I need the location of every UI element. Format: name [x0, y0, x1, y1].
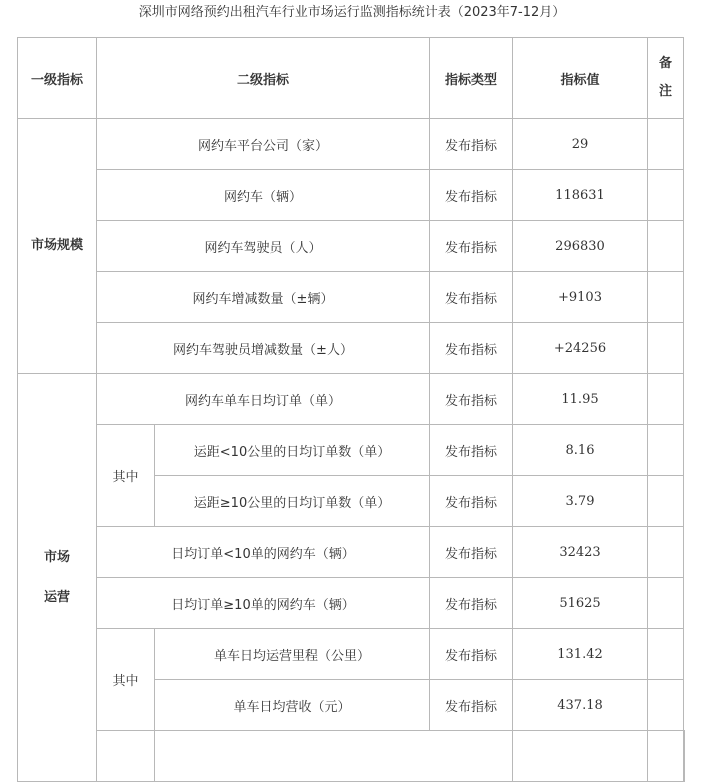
header-level2: 二级指标 [97, 38, 430, 119]
table-title: 深圳市网络预约出租汽车行业市场运行监测指标统计表（2023年7-12月） [138, 5, 566, 20]
indicator-type: 发布指标 [430, 425, 513, 476]
indicator-value: 296830 [513, 221, 648, 272]
remark-cell [648, 221, 684, 272]
table-row [18, 578, 685, 629]
table-row [18, 170, 685, 221]
header-row [18, 38, 685, 119]
indicator-type: 发布指标 [430, 578, 513, 629]
indicator-type: 发布指标 [430, 323, 513, 374]
table-row [18, 374, 685, 425]
cutoff-cell [684, 731, 685, 782]
indicator-type: 发布指标 [430, 629, 513, 680]
indicator-type: 发布指标 [430, 527, 513, 578]
qizhong-label: 其中 [97, 629, 155, 731]
indicator-name: 网约车单车日均订单（单） [97, 374, 430, 425]
remark-cell [648, 680, 684, 731]
indicator-type: 发布指标 [430, 170, 513, 221]
remark-cell [648, 119, 684, 170]
indicator-value: 437.18 [513, 680, 648, 731]
table-row [18, 323, 685, 374]
table-row [18, 221, 685, 272]
remark-cell [648, 170, 684, 221]
indicator-name: 网约车（辆） [97, 170, 430, 221]
cutoff-cell [648, 731, 684, 782]
indicator-value: 131.42 [513, 629, 648, 680]
remark-cell [648, 425, 684, 476]
remark-cell [648, 374, 684, 425]
indicator-name: 日均订单≥10单的网约车（辆） [97, 578, 430, 629]
remark-cell [648, 323, 684, 374]
indicator-name: 网约车驾驶员（人） [97, 221, 430, 272]
table-row [18, 527, 685, 578]
table-row [18, 425, 685, 476]
table-row [18, 119, 685, 170]
remark-cell [648, 578, 684, 629]
indicator-value: 32423 [513, 527, 648, 578]
group-market-operations: 市场 运营 [18, 374, 97, 782]
remark-cell [648, 272, 684, 323]
indicator-type: 发布指标 [430, 476, 513, 527]
header-type: 指标类型 [430, 38, 513, 119]
indicator-name: 单车日均营收（元） [155, 680, 430, 731]
indicator-type: 发布指标 [430, 680, 513, 731]
indicator-value: 3.79 [513, 476, 648, 527]
indicator-name: 网约车增减数量（±辆） [97, 272, 430, 323]
header-value: 指标值 [513, 38, 648, 119]
table-row [18, 629, 685, 680]
indicator-value: 51625 [513, 578, 648, 629]
indicator-type: 发布指标 [430, 374, 513, 425]
indicator-value: 11.95 [513, 374, 648, 425]
indicator-value: 8.16 [513, 425, 648, 476]
indicator-table [17, 37, 685, 782]
table-row [18, 272, 685, 323]
cutoff-cell [513, 731, 648, 782]
group-market-scale: 市场规模 [18, 119, 97, 374]
indicator-name: 网约车平台公司（家） [97, 119, 430, 170]
header-level1: 一级指标 [18, 38, 97, 119]
indicator-type: 发布指标 [430, 272, 513, 323]
remark-cell [648, 629, 684, 680]
indicator-value: +9103 [513, 272, 648, 323]
qizhong-label: 其中 [97, 425, 155, 527]
remark-cell [648, 527, 684, 578]
cutoff-cell [97, 731, 155, 782]
cutoff-cell [155, 731, 513, 782]
indicator-value: +24256 [513, 323, 648, 374]
indicator-value: 118631 [513, 170, 648, 221]
table-row-cutoff [18, 731, 685, 782]
indicator-name: 单车日均运营里程（公里） [155, 629, 430, 680]
indicator-value: 29 [513, 119, 648, 170]
indicator-name: 运距≥10公里的日均订单数（单） [155, 476, 430, 527]
indicator-name: 网约车驾驶员增减数量（±人） [97, 323, 430, 374]
header-remark: 备 注 [648, 38, 684, 119]
indicator-type: 发布指标 [430, 119, 513, 170]
indicator-type: 发布指标 [430, 221, 513, 272]
remark-cell [648, 476, 684, 527]
indicator-name: 运距<10公里的日均订单数（单） [155, 425, 430, 476]
indicator-name: 日均订单<10单的网约车（辆） [97, 527, 430, 578]
